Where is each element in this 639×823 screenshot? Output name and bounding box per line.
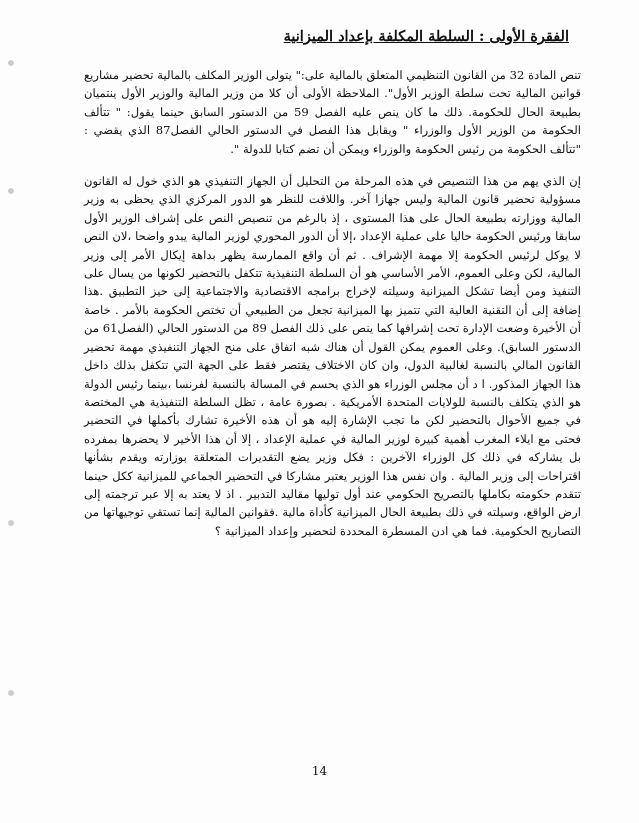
body-text bbox=[84, 66, 581, 540]
paragraph-2: إن الذي يهم من هذا التنصيص في هذه المرحلة من التحليل أن الجهاز التنفيذي هو الذي خول له القانون مسؤولية تحضير قانون المالية وليس جهازا آخر. واللافت للنظر هو الدور المركزي الذي يحظى به وزير المالية ووزارته بطبيعة الحال على هذا المستوى ، إذ بالرغم من تنصيص النص على إشراف الوزير الأول سابقا ورئيس الحكومة حاليا على عملية الإعداد ،إلا أن الدور المحوري لوزير المالية يبدو واضحا ،لان النص لا يوكل لرئيس الحكومة إلا مهمة الإشراف . ثم أن واقع الممارسة يظهر بداهة إيكال الأمر إلى وزير المالية، لكن وعلى العموم، الأمر الأساسي هو أن السلطة التنفيذية تتكفل بالتحضير لكونها من يسال على التنفيذ ومن أيضا تشكل الميزانية وسيلته لإخراج برامجه الاقتصادية والاجتماعية إلى حيز التطبيق .هذا إضافة إلى أن التقنية العالية التي تتميز بها الميزانية تجعل من الطبيعي أن تختص الحكومة بالأمر . خاصة أن الأخيرة وضعت الإدارة تحت إشرافها كما ينص على ذلك الفصل 89 من الدستور الحالي (الفصل61 من الدستور السابق). وعلى العموم يمكن القول أن هناك شبه اتفاق على منح الجهاز التنفيذي مهمة تحضير القانون المالي بالنسبة لغالبية الدول، وان كان الاختلاف يقتصر فقط على الجهة التي تتكفل بذلك داخل هذا الجهاز المذكور. ا د أن مجلس الوزراء هو الذي يحسم في المسالة بالنسبة لفرنسا ،بينما رئيس الدولة هو الذي يتكلف بالنسبة للولايات المتحدة الأمريكية . بصورة عامة ، تظل السلطة التنفيذية هي المختصة في جميع الأحوال بالتحضير لكن ما تجب الإشارة إليه هو أن هذه الأخيرة تشارك بأكملها في التحضير فحتى مع ايلاء المغرب أهمية كبيرة لوزير المالية في عملية الإعداد ، إلا أن هذا الأخير لا يحضرها بمفرده بل يشاركه في ذلك كل الوزراء الآخرين : فكل وزير يضع التقديرات المتعلقة بوزارته ويقدم بشأنها اقتراحات إلى وزير المالية . وان نفس هذا الوزير يعتبر مشاركا في التحضير الجماعي للميزانية ككل حينما تتقدم حكومته بكاملها بالتصريح الحكومي عند أول توليها مقاليد التدبير . اذ لا يعتد به إلا عبر ترجمته إلى ارض الواقع، وسيلته في ذلك بطبيعة الحال الميزانية كأداة مالية .فقوانين المالية إنما تستقي توجيهاتها من التصاريح الحكومية. فما هي ادن المسطرة المحددة لتحضير وإعداد الميزانية ؟ bbox=[84, 174, 581, 538]
binder-hole-mark bbox=[8, 188, 14, 194]
section-heading: الفقرة الأولى : السلطة المكلفة بإعداد الميزانية bbox=[283, 28, 569, 45]
binder-hole-mark bbox=[8, 690, 14, 696]
paragraph-1: تنص المادة 32 من القانون التنظيمي المتعلق بالمالية على:" يتولى الوزير المكلف بالمالية تحضير مشاريع قوانين المالية تحت سلطة الوزير الأول". الملاحظة الأولى أن كلا من وزير المالية والوزير الأول ينتميان بطبيعة الحال للحكومة. ذلك ما كان ينص عليه الفصل 59 من الدستور السابق حينما يقول: " تتألف الحكومة من الوزير الأول والوزراء " ويقابل هذا الفصل في الدستور الحالي الفصل87 الذي يقضي : "تتألف الحكومة من رئيس الحكومة والوزراء ويمكن أن تضم كتابا للدولة ". bbox=[84, 68, 582, 156]
binder-hole-mark bbox=[8, 520, 14, 526]
page-number: 14 bbox=[311, 764, 328, 778]
binder-hole-mark bbox=[8, 60, 14, 66]
